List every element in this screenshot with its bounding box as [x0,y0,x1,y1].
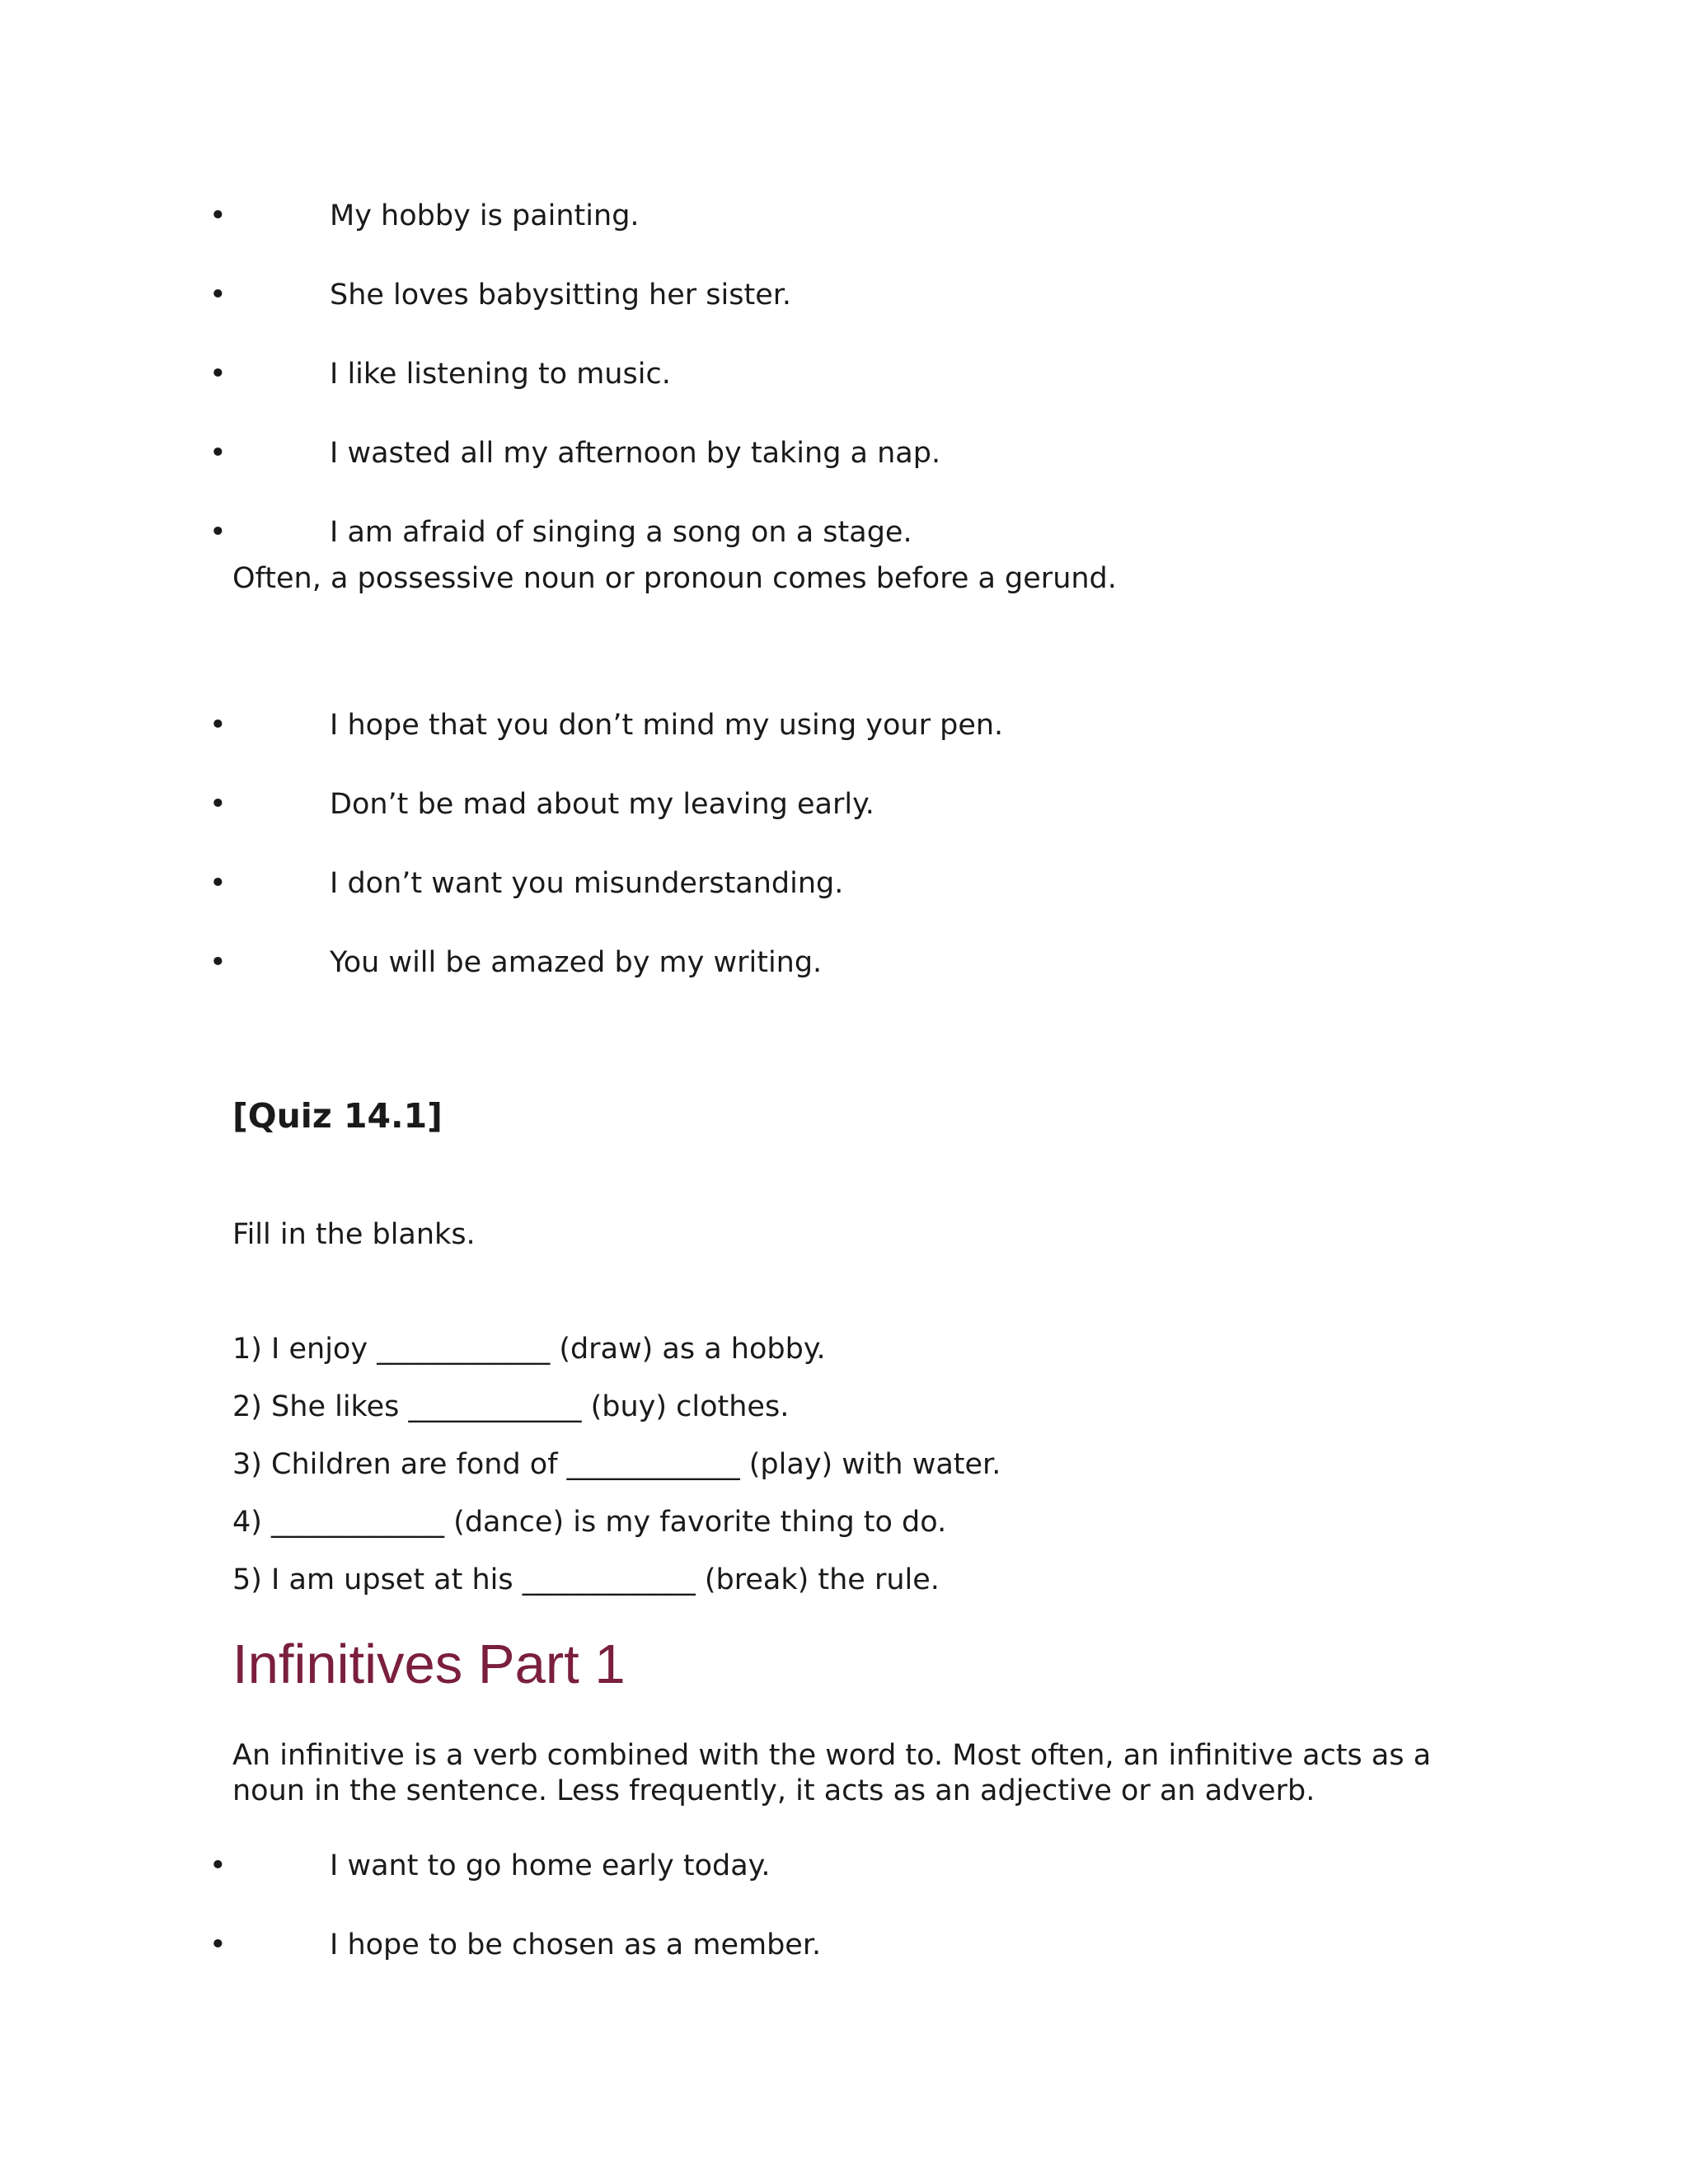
list-item-text: I want to go home early today. [330,1849,771,1882]
bullet-icon: • [209,946,227,979]
list-item-text: I wasted all my afternoon by taking a nap. [330,437,941,470]
bullet-icon: • [209,1929,227,1961]
quiz-item: 4) ____________ (dance) is my favorite thing to do. [232,1506,947,1539]
bullet-icon: • [209,709,227,742]
bullet-icon: • [209,358,227,391]
bullet-icon: • [209,437,227,470]
bullet-icon: • [209,516,227,549]
quiz-title: [Quiz 14.1] [232,1096,443,1136]
list-item-text: You will be amazed by my writing. [330,946,823,979]
bullet-icon: • [209,279,227,312]
list-item-text: I hope to be chosen as a member. [330,1929,822,1961]
possessive-note: Often, a possessive noun or pronoun comes before a gerund. [232,562,1117,595]
quiz-item: 1) I enjoy ____________ (draw) as a hobby. [232,1333,826,1366]
section-title: Infinitives Part 1 [232,1633,626,1695]
bullet-icon: • [209,1849,227,1882]
quiz-item: 2) She likes ____________ (buy) clothes. [232,1390,790,1423]
infinitives-intro-line1: An infinitive is a verb combined with the word to. Most often, an infinitive acts as a [232,1739,1432,1772]
quiz-item: 3) Children are fond of ____________ (play) with water. [232,1448,1001,1481]
list-item-text: Don’t be mad about my leaving early. [330,788,874,821]
bullet-icon: • [209,867,227,900]
list-item-text: She loves babysitting her sister. [330,279,792,312]
quiz-instruction: Fill in the blanks. [232,1218,476,1251]
infinitives-intro-line2: noun in the sentence. Less frequently, it acts as an adjective or an adverb. [232,1774,1315,1807]
list-item-text: I am afraid of singing a song on a stage. [330,516,912,549]
bullet-icon: • [209,199,227,232]
list-item-text: I hope that you don’t mind my using your pen. [330,709,1004,742]
quiz-item: 5) I am upset at his ____________ (break) the rule. [232,1563,940,1596]
list-item-text: My hobby is painting. [330,199,640,232]
list-item-text: I don’t want you misunderstanding. [330,867,844,900]
bullet-icon: • [209,788,227,821]
list-item-text: I like listening to music. [330,358,671,391]
